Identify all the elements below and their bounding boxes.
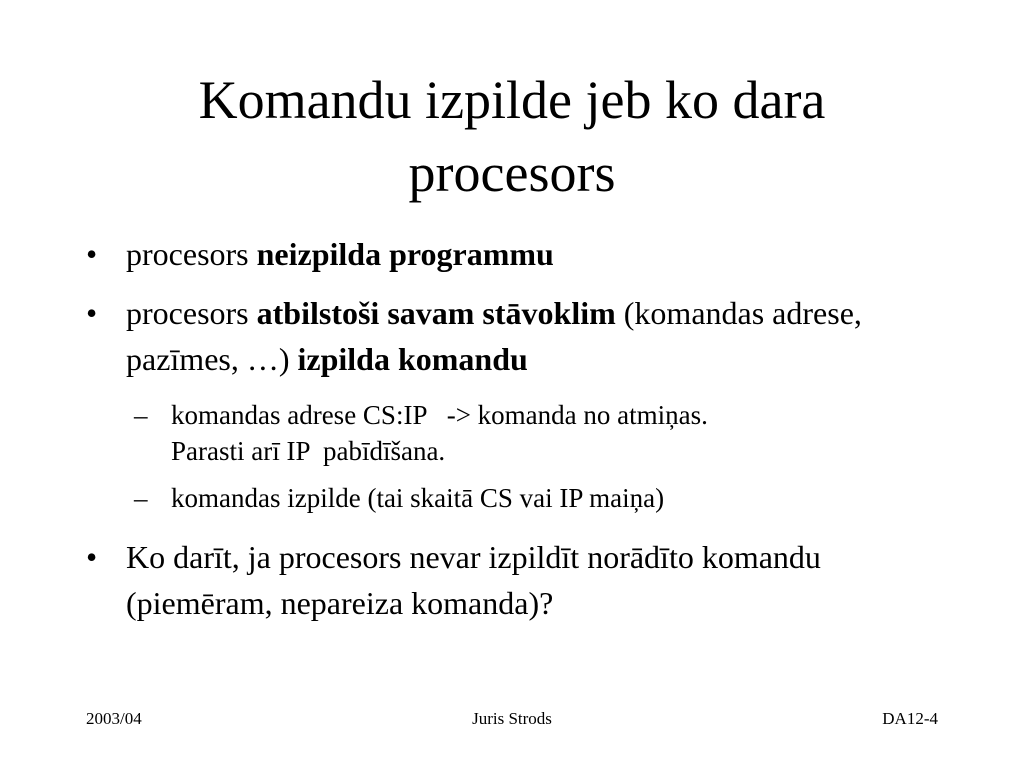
bullet-bold-text: izpilda komandu [297,341,528,377]
bullet-plain-text: procesors [126,236,257,272]
bullet-bold-text: neizpilda programmu [256,236,554,272]
bullet-marker: • [86,295,98,331]
bullet-text [126,290,956,382]
title-line-1: Komandu izpilde jeb ko dara [198,70,826,130]
slide-title [70,64,954,210]
title-line-2: procesors [408,143,616,203]
sub-bullet-line-2: Parasti arī IP pabīdīšana. [171,436,446,466]
sub-bullet-marker: – [134,483,148,513]
bullet-marker: • [86,539,98,575]
sub-bullet-line-1: komandas adrese CS:IP -> komanda no atmiņas. [171,400,708,430]
footer-author: Juris Strods [472,709,552,728]
bullet-plain-text: procesors [126,295,257,331]
bullet-text [126,231,956,277]
bullet-text: Ko darīt, ja procesors nevar izpildīt norādīto komandu (piemēram, nepareiza komanda)? [126,539,821,621]
footer-date: 2003/04 [86,709,142,728]
bullet-plain-text: (komandas adrese, pazīmes, …) [126,295,862,377]
sub-bullet-marker: – [134,400,148,430]
bullet-marker: • [86,236,98,272]
sub-bullet-text: komandas izpilde (tai skaitā CS vai IP maiņa) [171,483,665,513]
bullet-bold-text: atbilstoši savam stāvoklim [256,295,616,331]
sub-bullet-text [171,397,951,469]
footer-slide-number: DA12-4 [882,709,938,728]
